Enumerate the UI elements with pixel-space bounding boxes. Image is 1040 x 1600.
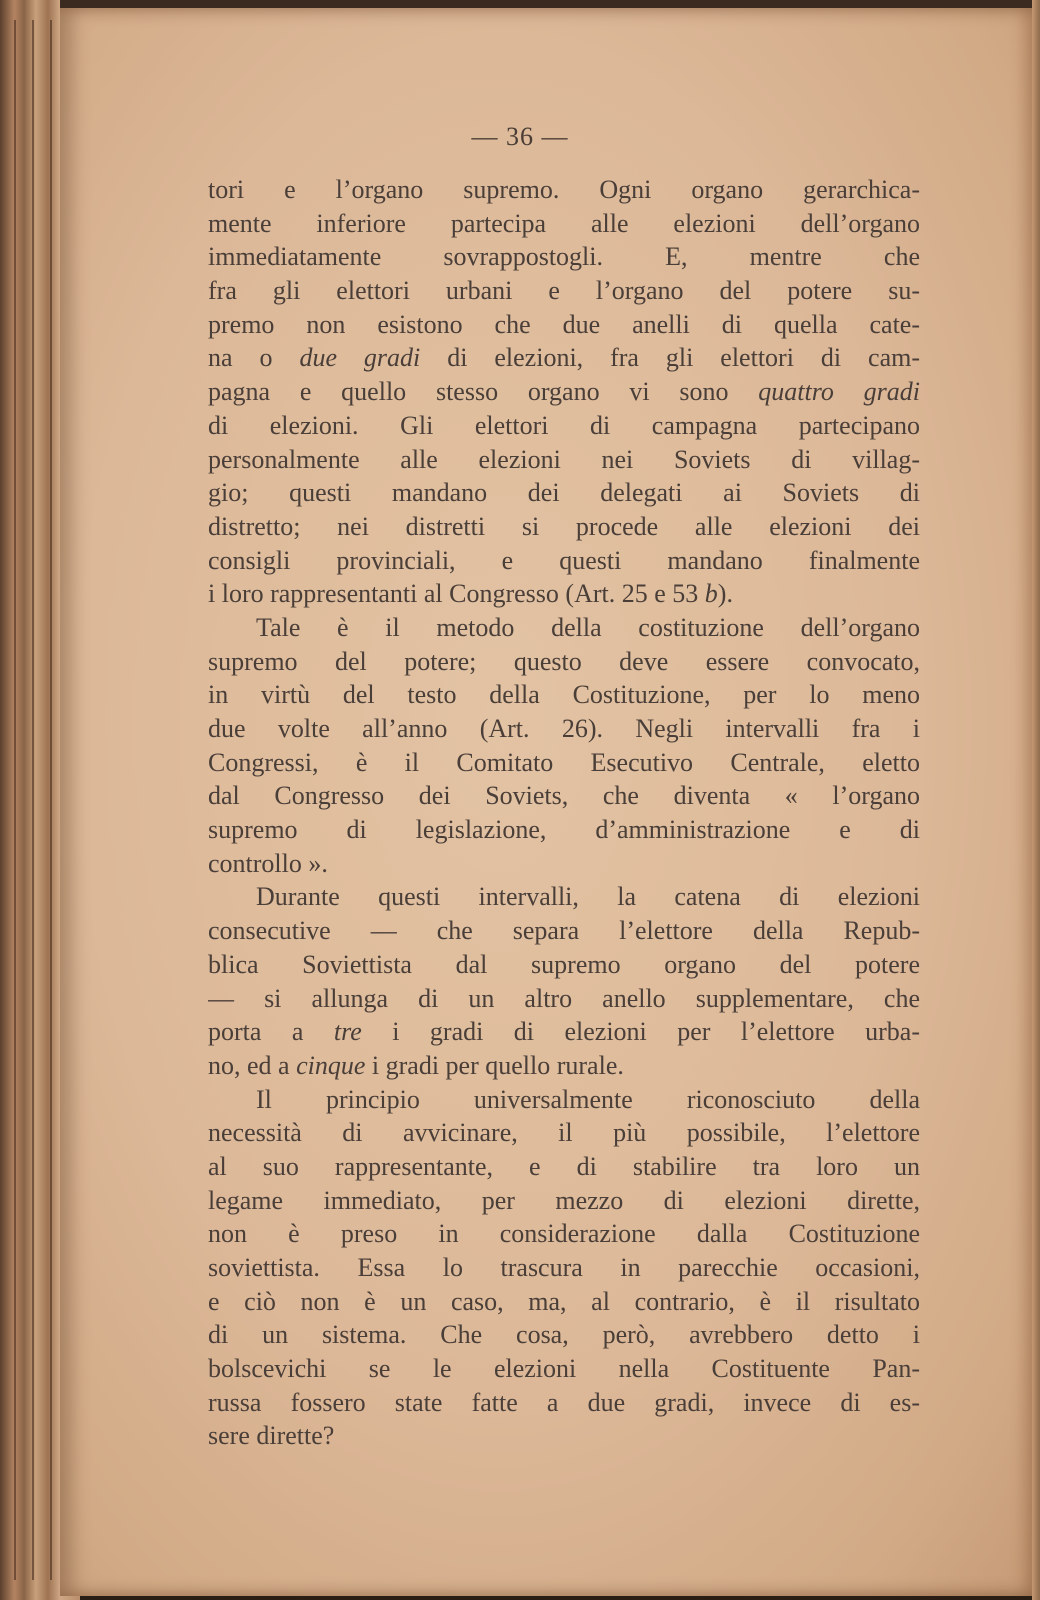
text-line: porta a tre i gradi di elezioni per l’elettore urba- bbox=[208, 1017, 920, 1047]
text-line: e ciò non è un caso, ma, al contrario, è il risultato bbox=[208, 1286, 920, 1316]
text-line: supremo del potere; questo deve essere convocato, bbox=[208, 646, 920, 676]
text-line: dal Congresso dei Soviets, che diventa « l’organo bbox=[208, 781, 920, 811]
text-line: blica Soviettista dal supremo organo del potere bbox=[208, 949, 920, 979]
page-edge-line bbox=[50, 20, 52, 1580]
text-line: personalmente alle elezioni nei Soviets di villag- bbox=[208, 444, 920, 474]
text-line: controllo ». bbox=[208, 848, 328, 878]
text-line: bolscevichi se le elezioni nella Costituente Pan- bbox=[208, 1354, 920, 1384]
text-line: premo non esistono che due anelli di quella cate- bbox=[208, 309, 920, 339]
page-edge-line bbox=[32, 20, 34, 1580]
text-line: Durante questi intervalli, la catena di elezioni bbox=[256, 882, 920, 912]
text-line: consigli provinciali, e questi mandano finalmente bbox=[208, 545, 920, 575]
text-line: na o due gradi di elezioni, fra gli elettori di cam- bbox=[208, 343, 920, 373]
text-line: no, ed a cinque i gradi per quello rurale. bbox=[208, 1050, 624, 1080]
italic-phrase: quattro gradi bbox=[758, 377, 920, 407]
text-line: — si allunga di un altro anello supplementare, che bbox=[208, 983, 920, 1013]
text-line: consecutive — che separa l’elettore della Repub- bbox=[208, 916, 920, 946]
text-line: di un sistema. Che cosa, però, avrebbero detto i bbox=[208, 1320, 920, 1350]
text-line: legame immediato, per mezzo di elezioni dirette, bbox=[208, 1185, 920, 1215]
page-number: — 36 — bbox=[471, 122, 569, 151]
italic-phrase: cinque bbox=[296, 1050, 366, 1080]
page-right-edge bbox=[1032, 0, 1040, 1600]
italic-phrase: tre bbox=[333, 1017, 362, 1047]
text-line: pagna e quello stesso organo vi sono quattro gradi bbox=[208, 377, 920, 407]
text-line: supremo di legislazione, d’amministrazione e di bbox=[208, 815, 920, 845]
text-line: tori e l’organo supremo. Ogni organo gerarchica- bbox=[208, 175, 920, 204]
text-line: russa fossero state fatte a due gradi, invece di es- bbox=[208, 1387, 920, 1417]
page-body-text bbox=[208, 173, 920, 1453]
text-line: immediatamente sovrappostogli. E, mentre che bbox=[208, 242, 920, 272]
text-line: al suo rappresentante, e di stabilire tra loro un bbox=[208, 1151, 920, 1181]
text-line: di elezioni. Gli elettori di campagna partecipano bbox=[208, 410, 920, 440]
text-line: soviettista. Essa lo trascura in parecchie occasioni, bbox=[208, 1253, 920, 1282]
text-line: in virtù del testo della Costituzione, per lo meno bbox=[208, 680, 920, 710]
text-line: Tale è il metodo della costituzione dell’organo bbox=[256, 612, 920, 642]
text-line: fra gli elettori urbani e l’organo del potere su- bbox=[208, 276, 920, 306]
text-line: necessità di avvicinare, il più possibile, l’elettore bbox=[208, 1118, 920, 1148]
text-line: non è preso in considerazione dalla Costituzione bbox=[208, 1219, 920, 1249]
text-line: Il principio universalmente riconosciuto della bbox=[256, 1084, 920, 1114]
text-line: gio; questi mandano dei delegati ai Soviets di bbox=[208, 478, 920, 508]
text-line: Congressi, è il Comitato Esecutivo Centrale, eletto bbox=[208, 747, 920, 777]
text-line: i loro rappresentanti al Congresso (Art. 25 e 53 b). bbox=[208, 579, 733, 609]
text-line: mente inferiore partecipa alle elezioni dell’organo bbox=[208, 208, 920, 238]
text-line: distretto; nei distretti si procede alle elezioni dei bbox=[208, 511, 920, 541]
italic-phrase: b bbox=[704, 579, 718, 609]
text-line: due volte all’anno (Art. 26). Negli intervalli fra i bbox=[208, 714, 920, 743]
italic-phrase: due gradi bbox=[299, 343, 421, 373]
text-line: sere dirette? bbox=[208, 1421, 335, 1451]
page-edge-line bbox=[14, 20, 16, 1580]
